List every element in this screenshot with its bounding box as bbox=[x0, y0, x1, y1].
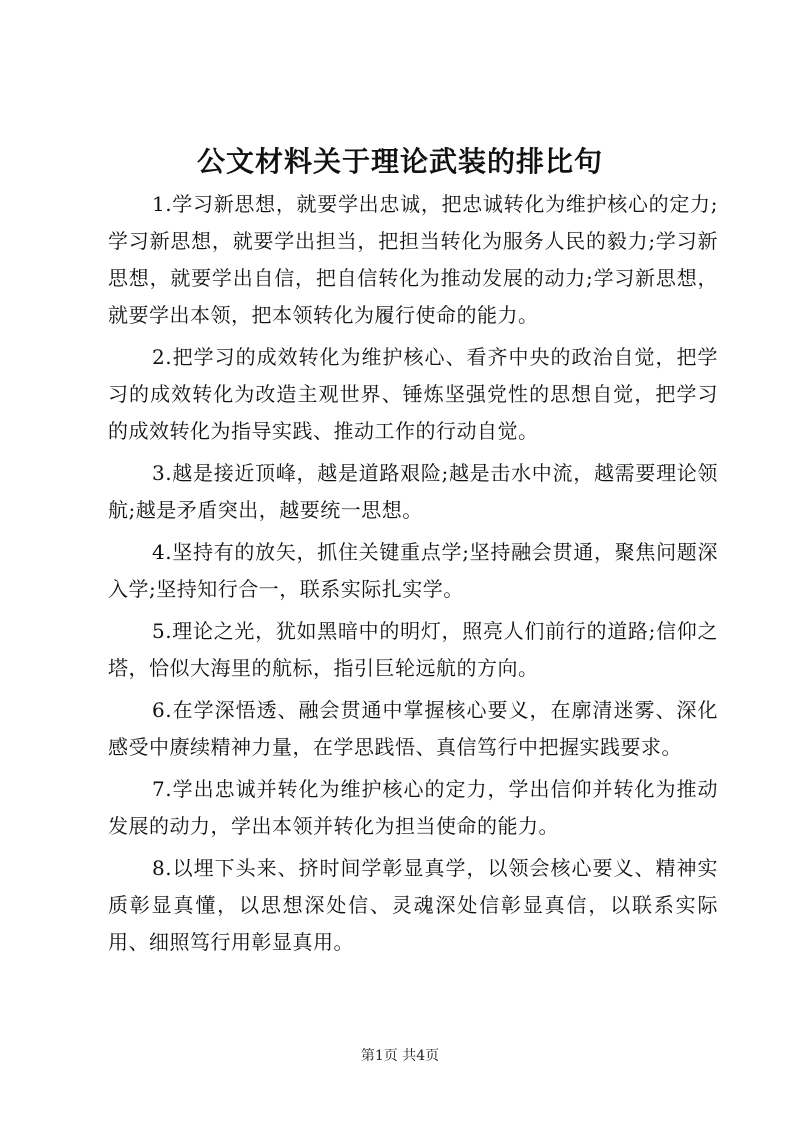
paragraph-2: 2.把学习的成效转化为维护核心、看齐中央的政治自觉，把学习的成效转化为改造主观世界、锤炼坚强党性的思想自觉，把学习的成效转化为指导实践、推动工作的行动自觉。 bbox=[108, 345, 718, 443]
paragraph-5: 5.理论之光，犹如黑暗中的明灯，照亮人们前行的道路;信仰之塔，恰似大海里的航标，指引巨轮远航的方向。 bbox=[108, 619, 718, 680]
paragraph-3: 3.越是接近顶峰，越是道路艰险;越是击水中流，越需要理论领航;越是矛盾突出，越要统一思想。 bbox=[108, 461, 718, 522]
paragraph-8: 8.以埋下头来、挤时间学彰显真学，以领会核心要义、精神实质彰显真懂，以思想深处信、灵魂深处信彰显真信，以联系实际用、细照笃行用彰显真用。 bbox=[108, 856, 718, 954]
paragraph-1: 1.学习新思想，就要学出忠诚，把忠诚转化为维护核心的定力;学习新思想，就要学出担当，把担当转化为服务人民的毅力;学习新思想，就要学出自信，把自信转化为推动发展的动力;学习新思想，就要学出本领，把本领转化为履行使命的能力。 bbox=[108, 192, 718, 327]
page-footer: 第1页 共4页 bbox=[360, 1048, 440, 1064]
document-title: 公文材料关于理论武装的排比句 bbox=[196, 145, 603, 178]
paragraph-7: 7.学出忠诚并转化为维护核心的定力，学出信仰并转化为推动发展的动力，学出本领并转化为担当使命的能力。 bbox=[108, 777, 718, 838]
paragraph-6: 6.在学深悟透、融会贯通中掌握核心要义，在廓清迷雾、深化感受中赓续精神力量，在学思践悟、真信笃行中把握实践要求。 bbox=[108, 698, 718, 759]
document-body bbox=[108, 186, 718, 966]
paragraph-4: 4.坚持有的放矢，抓住关键重点学;坚持融会贯通，聚焦问题深入学;坚持知行合一，联系实际扎实学。 bbox=[108, 540, 718, 601]
